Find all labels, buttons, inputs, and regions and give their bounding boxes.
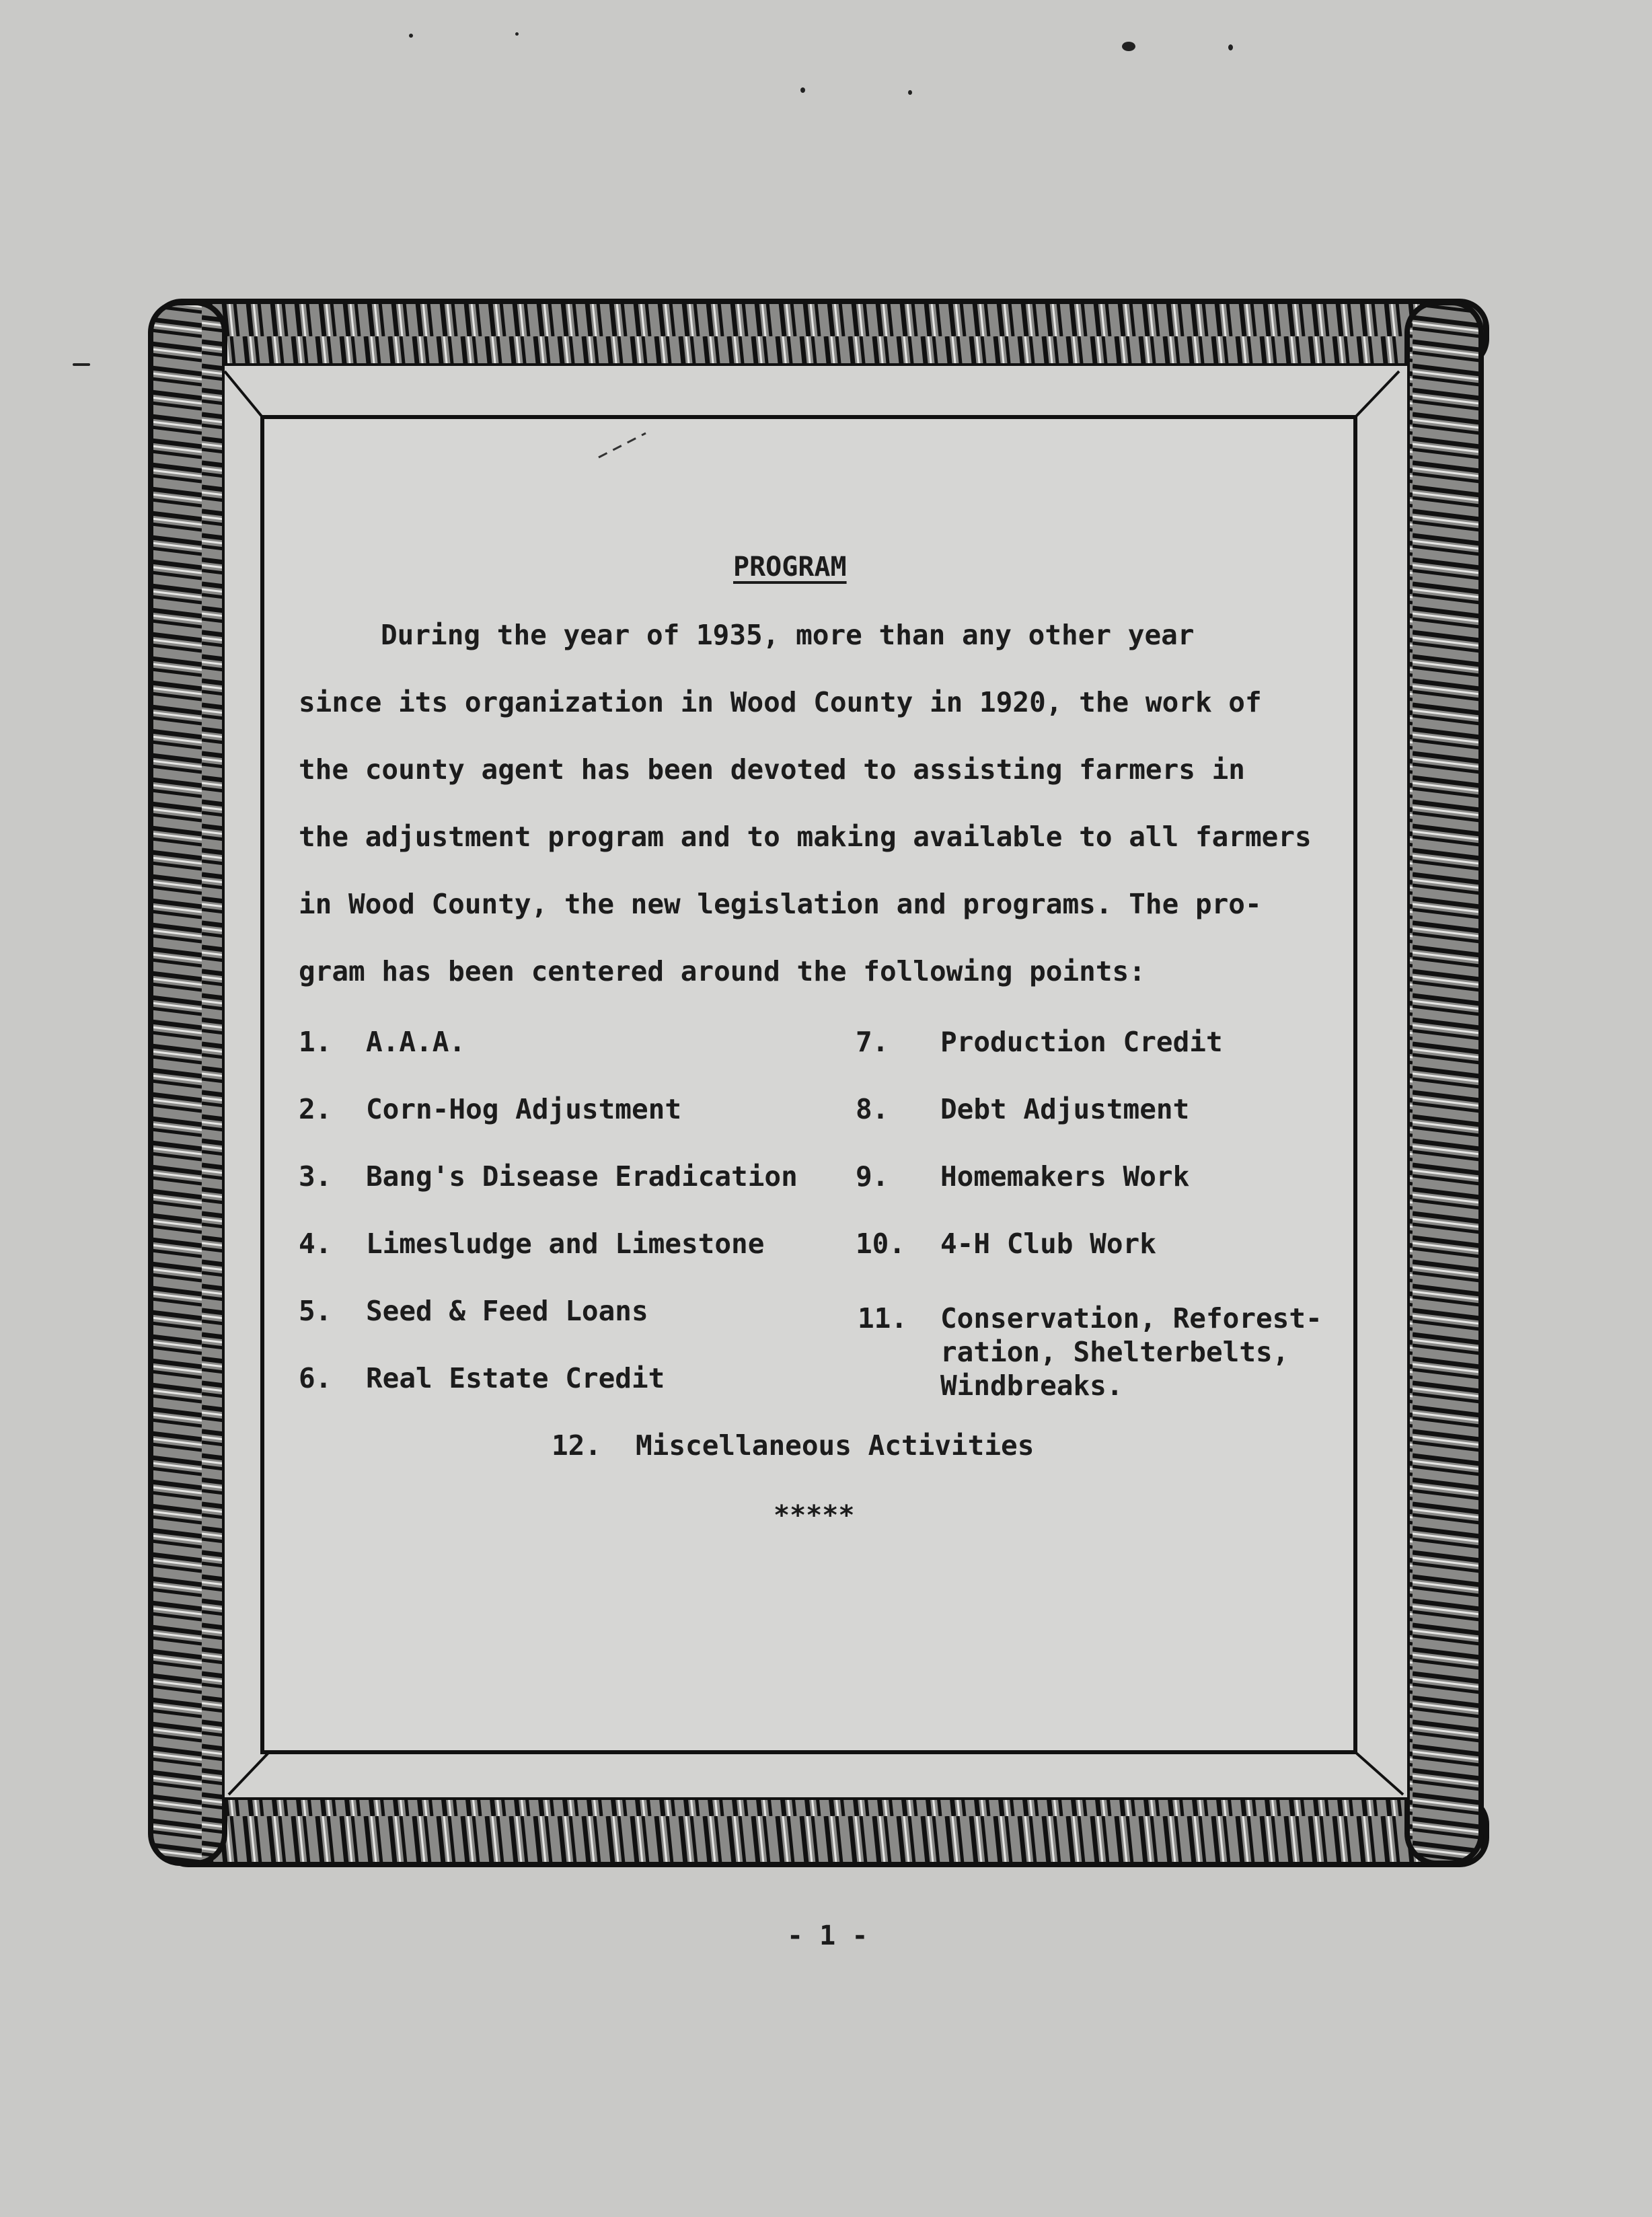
- list-item-text: Debt Adjustment: [940, 1093, 1190, 1125]
- list-item-number: 4.: [299, 1228, 332, 1260]
- paragraph-line: During the year of 1935, more than any other year: [381, 619, 1195, 651]
- list-item-text: Corn-Hog Adjustment: [366, 1093, 681, 1125]
- list-item: [299, 1295, 648, 1327]
- list-item: [856, 1026, 1223, 1058]
- list-item-text: A.A.A.: [366, 1026, 466, 1058]
- list-item: [299, 1228, 764, 1260]
- list-item: [856, 1228, 1156, 1260]
- list-item: [299, 1093, 681, 1125]
- list-item-text: Homemakers Work: [940, 1160, 1190, 1193]
- list-item-text: Production Credit: [940, 1026, 1223, 1058]
- list-item-number: 5.: [299, 1295, 332, 1327]
- paragraph-line: the adjustment program and to making available to all farmers: [299, 821, 1312, 853]
- list-item-number: 6.: [299, 1362, 332, 1394]
- list-item: [552, 1429, 1034, 1462]
- list-item-text: Conservation, Reforest- ration, Shelterbelts, Windbreaks.: [940, 1302, 1322, 1402]
- paragraph-line: the county agent has been devoted to assisting farmers in: [299, 753, 1245, 786]
- paragraph-line: in Wood County, the new legislation and programs. The pro-: [299, 888, 1262, 920]
- list-item-number: 11.: [858, 1302, 908, 1335]
- list-item-text: Bang's Disease Eradication: [366, 1160, 798, 1193]
- list-item-text: Limesludge and Limestone: [366, 1228, 765, 1260]
- list-item-number: 9.: [856, 1160, 889, 1193]
- list-item-number: 7.: [856, 1026, 889, 1058]
- paragraph-line: since its organization in Wood County in 1920, the work of: [299, 686, 1262, 718]
- list-item: [299, 1026, 465, 1058]
- list-item-number: 3.: [299, 1160, 332, 1193]
- list-item-number: 1.: [299, 1026, 332, 1058]
- list-item-number: 2.: [299, 1093, 332, 1125]
- list-item: [299, 1362, 665, 1394]
- list-item: [856, 1160, 1189, 1193]
- page-number: - 1 -: [787, 1920, 868, 1951]
- paragraph-line: gram has been centered around the following points:: [299, 955, 1146, 987]
- list-item: [858, 1302, 1369, 1409]
- document-title: PROGRAM: [733, 552, 847, 583]
- list-item-text: Real Estate Credit: [366, 1362, 665, 1394]
- list-item-number: 8.: [856, 1093, 889, 1125]
- list-item-number: 10.: [856, 1228, 906, 1260]
- list-item-text: Miscellaneous Activities: [636, 1429, 1035, 1462]
- list-item: [299, 1160, 798, 1193]
- list-item-number: 12.: [552, 1429, 602, 1462]
- list-item-text: 4-H Club Work: [940, 1228, 1156, 1260]
- list-item-text: Seed & Feed Loans: [366, 1295, 648, 1327]
- list-item: [856, 1093, 1189, 1125]
- section-separator: *****: [774, 1500, 855, 1531]
